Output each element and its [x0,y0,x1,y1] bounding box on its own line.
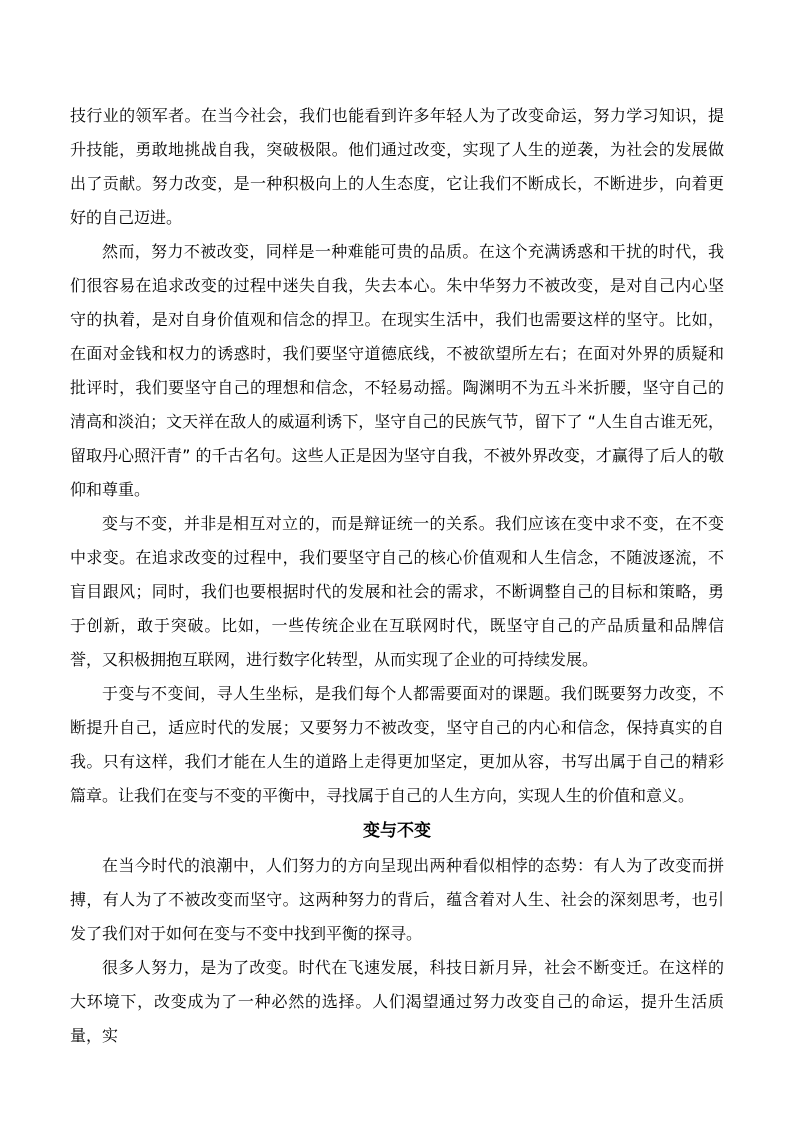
paragraph-continuation: 技行业的领军者。在当今社会，我们也能看到许多年轻人为了改变命运，努力学习知识，提升技能，勇敢地挑战自我，突破极限。他们通过改变，实现了人生的逆袭，为社会的发展做出了贡献。努力改变，是一种积极向上的人生态度，它让我们不断成长，不断进步，向着更好的自己迈进。 [70,106,724,227]
document-body [70,99,724,1053]
essay-title: 变与不变 [363,821,431,841]
paragraph: 变与不变，并非是相互对立的，而是辩证统一的关系。我们应该在变中求不变，在不变中求变。在追求改变的过程中，我们要坚守自己的核心价值观和人生信念，不随波逐流，不盲目跟风；同时，我们也要根据时代的发展和社会的需求，不断调整自己的目标和策略，勇于创新，敢于突破。比如，一些传统企业在互联网时代，既坚守自己的产品质量和品牌信誉，又积极拥抱互联网，进行数字化转型，从而实现了企业的可持续发展。 [70,514,724,669]
paragraph: 于变与不变间，寻人生坐标，是我们每个人都需要面对的课题。我们既要努力改变，不断提升自己，适应时代的发展；又要努力不被改变，坚守自己的内心和信念，保持真实的自我。只有这样，我们才能在人生的道路上走得更加坚定，更加从容，书写出属于自己的精彩篇章。让我们在变与不变的平衡中，寻找属于自己的人生方向，实现人生的价值和意义。 [70,684,724,805]
paragraph: 在当今时代的浪潮中，人们努力的方向呈现出两种看似相悖的态势：有人为了改变而拼搏，有人为了不被改变而坚守。这两种努力的背后，蕴含着对人生、社会的深刻思考，也引发了我们对于如何在变与不变中找到平衡的探寻。 [70,856,724,943]
paragraph: 然而，努力不被改变，同样是一种难能可贵的品质。在这个充满诱惑和干扰的时代，我们很容易在追求改变的过程中迷失自我，失去本心。朱中华努力不被改变，是对自己内心坚守的执着，是对自身价值观和信念的捍卫。在现实生活中，我们也需要这样的坚守。比如，在面对金钱和权力的诱惑时，我们要坚守道德底线，不被欲望所左右；在面对外界的质疑和批评时，我们要坚守自己的理想和信念，不轻易动摇。陶渊明不为五斗米折腰，坚守自己的清高和淡泊；文天祥在敌人的威逼利诱下，坚守自己的民族气节，留下了 “人生自古谁无死，留取丹心照汗青” 的千古名句。这些人正是因为坚守自我，不被外界改变，才赢得了后人的敬仰和尊重。 [70,242,724,499]
paragraph: 很多人努力，是为了改变。时代在飞速发展，科技日新月异，社会不断变迁。在这样的大环境下，改变成为了一种必然的选择。人们渴望通过努力改变自己的命运，提升生活质量，实 [70,958,724,1045]
